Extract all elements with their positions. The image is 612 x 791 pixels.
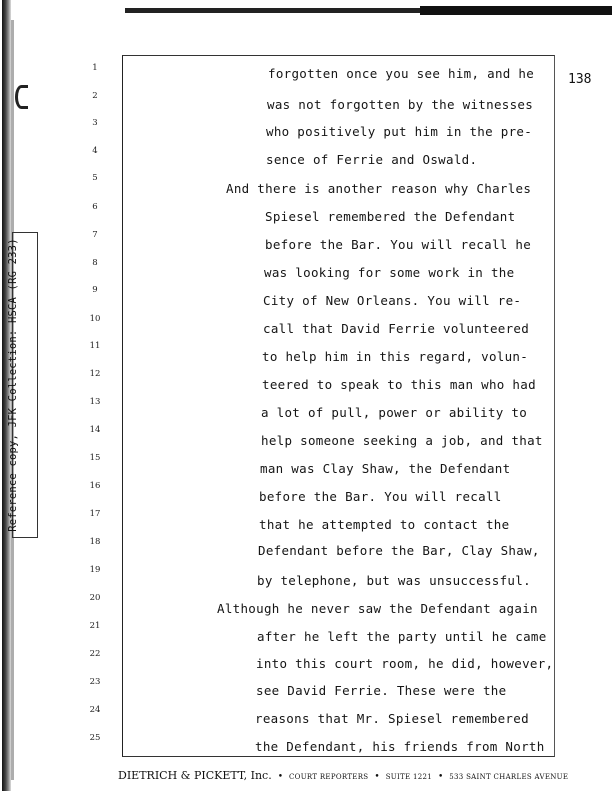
transcript-line: sence of Ferrie and Oswald. [266, 152, 478, 167]
footer-separator: • [374, 772, 380, 782]
transcript-line: man was Clay Shaw, the Defendant [260, 461, 511, 476]
archival-stamp-text: Reference copy, JFK Collection: HSCA (RG 233) [7, 238, 19, 532]
footer-address: 533 SAINT CHARLES AVENUE [449, 773, 569, 781]
binder-hole-mark [15, 85, 28, 109]
line-number: 7 [92, 230, 98, 240]
transcript-line: reasons that Mr. Spiesel remembered [255, 711, 529, 726]
transcript-line: that he attempted to contact the [259, 517, 510, 532]
footer-suite: SUITE 1221 [385, 773, 432, 781]
transcript-line: City of New Orleans. You will re- [263, 293, 522, 308]
footer-firm: DIETRICH & PICKETT, Inc. [118, 769, 272, 782]
transcript-line: into this court room, he did, however, [256, 656, 554, 671]
transcript-line: help someone seeking a job, and that [261, 433, 543, 448]
transcript-line: before the Bar. You will recall he [265, 237, 532, 252]
transcript-line: was looking for some work in the [264, 265, 515, 280]
line-number: 5 [92, 173, 98, 183]
line-number: 19 [89, 565, 101, 575]
line-number: 4 [92, 146, 98, 156]
transcript-line: forgotten once you see him, and he [268, 66, 535, 81]
transcript-line: to help him in this regard, volun- [262, 349, 529, 364]
transcript-line: before the Bar. You will recall [259, 489, 502, 504]
transcript-line: Defendant before the Bar, Clay Shaw, [258, 543, 540, 558]
line-number: 11 [89, 341, 101, 351]
footer-separator: • [277, 772, 284, 782]
page-number: 138 [568, 72, 592, 87]
line-number: 24 [89, 705, 101, 715]
line-number: 22 [89, 649, 101, 659]
transcript-line: call that David Ferrie volunteered [263, 321, 530, 336]
footer-role: COURT REPORTERS [289, 773, 369, 781]
transcript-line: see David Ferrie. These were the [256, 683, 507, 698]
line-number: 2 [92, 91, 98, 101]
line-number: 21 [89, 621, 101, 631]
line-number: 16 [89, 481, 101, 491]
transcript-line: teered to speak to this man who had [262, 377, 536, 392]
line-number: 25 [89, 733, 101, 743]
transcript-line: Spiesel remembered the Defendant [265, 209, 516, 224]
line-number: 6 [92, 202, 98, 212]
line-number: 10 [89, 314, 101, 324]
line-number: 15 [89, 453, 101, 463]
line-number: 14 [89, 425, 101, 435]
line-number: 23 [89, 677, 101, 687]
transcript-line: And there is another reason why Charles [226, 181, 532, 196]
footer-separator: • [437, 772, 444, 782]
line-number: 13 [89, 397, 101, 407]
line-number: 8 [92, 258, 98, 268]
transcript-line: Although he never saw the Defendant again [217, 601, 538, 616]
transcript-line: by telephone, but was unsuccessful. [257, 573, 531, 588]
line-number: 3 [92, 118, 98, 128]
transcript-line: was not forgotten by the witnesses [267, 97, 534, 112]
line-number: 18 [89, 537, 101, 547]
transcript-line: the Defendant, his friends from North [255, 739, 545, 754]
scan-top-edge-dark [420, 6, 612, 15]
line-number: 20 [89, 593, 101, 603]
transcript-line: a lot of pull, power or ability to [261, 405, 528, 420]
line-number: 1 [92, 63, 98, 73]
line-number: 12 [89, 369, 101, 379]
line-number: 9 [92, 285, 98, 295]
reporter-footer [118, 769, 612, 782]
transcript-line: after he left the party until he came [257, 629, 547, 644]
transcript-line: who positively put him in the pre- [266, 124, 533, 139]
line-number: 17 [89, 509, 101, 519]
